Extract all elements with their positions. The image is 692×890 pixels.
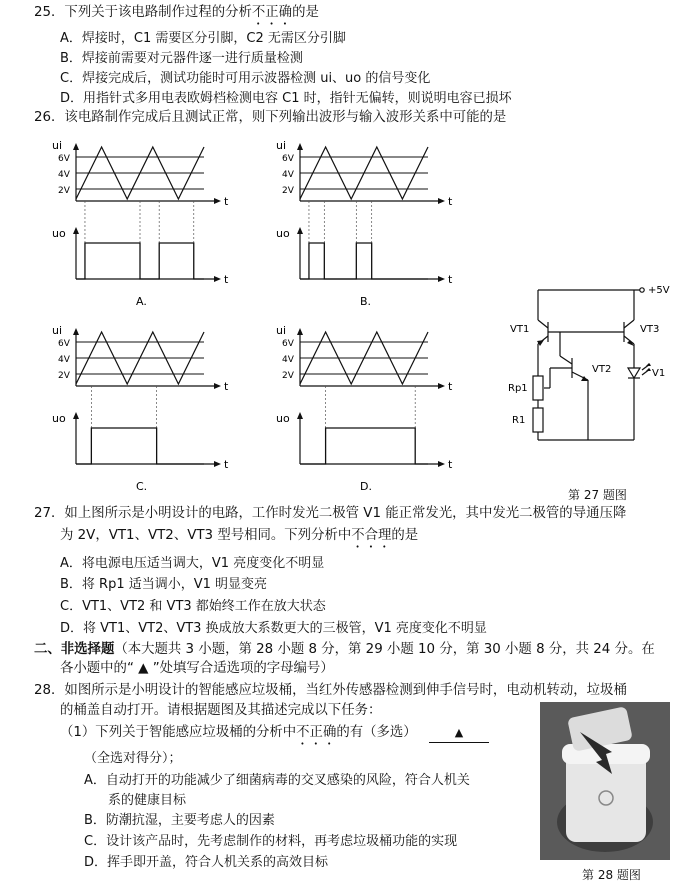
q25-stem: 25．下列关于该电路制作过程的分析不正确的是	[34, 5, 319, 20]
level-label: 6V	[58, 154, 70, 164]
q27-option-d: D．将 VT1、VT2、VT3 换成放大系数更大的三极管，V1 亮度变化不明显	[60, 621, 487, 636]
ui-axis-label: ui	[276, 139, 287, 152]
q28-option-c: C．设计该产品时，先考虑制作的材料，再考虑垃圾桶功能的实现	[84, 834, 458, 849]
fig27-r1-label: R1	[512, 415, 526, 426]
waveform-graph-a	[36, 135, 236, 315]
level-label: 6V	[282, 339, 294, 349]
option-label: C.	[136, 480, 148, 493]
fig27-vt3-label: VT3	[640, 324, 660, 335]
uo-axis-label: uo	[276, 227, 290, 240]
level-label: 6V	[58, 339, 70, 349]
level-label: 6V	[282, 154, 294, 164]
level-label: 4V	[282, 355, 294, 365]
uo-axis-label: uo	[276, 412, 290, 425]
fig27-vcc-label: +5V	[648, 285, 670, 296]
q25-option-a: A．焊接时，C1 需要区分引脚，C2 无需区分引脚	[60, 31, 346, 46]
level-label: 4V	[58, 355, 70, 365]
level-label: 2V	[58, 371, 70, 381]
section2-heading: 二、非选择题（本大题共 3 小题，第 28 小题 8 分，第 29 小题 10 分，第 30 小题 8 分，共 24 分。在	[34, 642, 655, 657]
q28-answer-blank[interactable]: ▲	[429, 724, 489, 743]
time-axis-label: t	[448, 380, 453, 393]
level-label: 4V	[58, 170, 70, 180]
level-label: 4V	[282, 170, 294, 180]
fig28-caption: 第 28 题图	[582, 868, 641, 882]
section2-instructions: 各小题中的“ ▲ ”处填写合适选项的字母编号）	[60, 661, 334, 676]
q28-note: （全选对得分）；	[84, 751, 182, 766]
option-label: B.	[360, 295, 372, 308]
level-label: 2V	[58, 186, 70, 196]
time-axis-label: t	[448, 458, 453, 471]
q27-option-a: A．将电源电压适当调大，V1 亮度变化不明显	[60, 556, 325, 571]
q27-option-b: B．将 Rp1 适当调小，V1 明显变亮	[60, 577, 268, 592]
ui-axis-label: ui	[276, 324, 287, 337]
level-label: 2V	[282, 371, 294, 381]
q26-stem: 26．该电路制作完成后且测试正常，则下列输出波形与输入波形关系中可能的是	[34, 110, 507, 125]
fig28-trash-can-photo	[540, 702, 670, 860]
q28-stem-line1: 28．如图所示是小明设计的智能感应垃圾桶，当红外传感器检测到伸手信号时，电动机转动，垃圾桶	[34, 683, 627, 698]
q28-sub1: （1）下列关于智能感应垃圾桶的分析中不正确的有（多选） ▲	[60, 724, 489, 748]
ui-axis-label: ui	[52, 324, 63, 337]
uo-axis-label: uo	[52, 227, 66, 240]
waveform-graph-b	[260, 135, 460, 315]
output-square-wave	[300, 243, 428, 279]
time-axis-label: t	[224, 273, 229, 286]
fig27-caption: 第 27 题图	[568, 488, 627, 502]
fig27-rp1-label: Rp1	[508, 383, 528, 394]
output-square-wave	[76, 428, 204, 464]
output-square-wave	[76, 243, 204, 279]
q28-stem-line2: 的桶盖自动打开。请根据题图及其描述完成以下任务：	[60, 703, 382, 718]
q25-option-d: D．用指针式多用电表欧姆档检测电容 C1 时，指针无偏转，则说明电容已损坏	[60, 91, 512, 106]
output-square-wave	[300, 428, 428, 464]
q27-stem-line2: 为 2V，VT1、VT2、VT3 型号相同。下列分析中不合理的是	[60, 528, 419, 543]
time-axis-label: t	[224, 380, 229, 393]
q27-stem-line1: 27．如上图所示是小明设计的电路，工作时发光二极管 V1 能正常发光，其中发光二极管的导通压降	[34, 506, 627, 521]
option-label: A.	[136, 295, 147, 308]
time-axis-label: t	[224, 195, 229, 208]
option-label: D.	[360, 480, 372, 493]
time-axis-label: t	[224, 458, 229, 471]
q25-option-c: C．焊接完成后，测试功能时可用示波器检测 ui、uo 的信号变化	[60, 71, 431, 86]
q28-option-d: D．挥手即开盖，符合人机关系的高效目标	[84, 855, 329, 870]
ui-axis-label: ui	[52, 139, 63, 152]
fig27-vt1-label: VT1	[510, 324, 530, 335]
q25-option-b: B．焊接前需要对元器件逐一进行质量检测	[60, 51, 303, 66]
q27-option-c: C．VT1、VT2 和 VT3 都始终工作在放大状态	[60, 599, 326, 614]
uo-axis-label: uo	[52, 412, 66, 425]
fig27-circuit	[500, 280, 680, 480]
level-label: 2V	[282, 186, 294, 196]
fig27-v1-label: V1	[652, 368, 666, 379]
time-axis-label: t	[448, 195, 453, 208]
waveform-graph-c	[36, 320, 236, 500]
time-axis-label: t	[448, 273, 453, 286]
q28-option-b: B．防潮抗湿，主要考虑人的因素	[84, 813, 275, 828]
q28-option-a-cont: 系的健康目标	[108, 793, 187, 808]
waveform-graph-d	[260, 320, 460, 500]
fig27-vt2-label: VT2	[592, 364, 612, 375]
q28-option-a: A．自动打开的功能减少了细菌病毒的交叉感染的风险，符合人机关	[84, 773, 470, 788]
